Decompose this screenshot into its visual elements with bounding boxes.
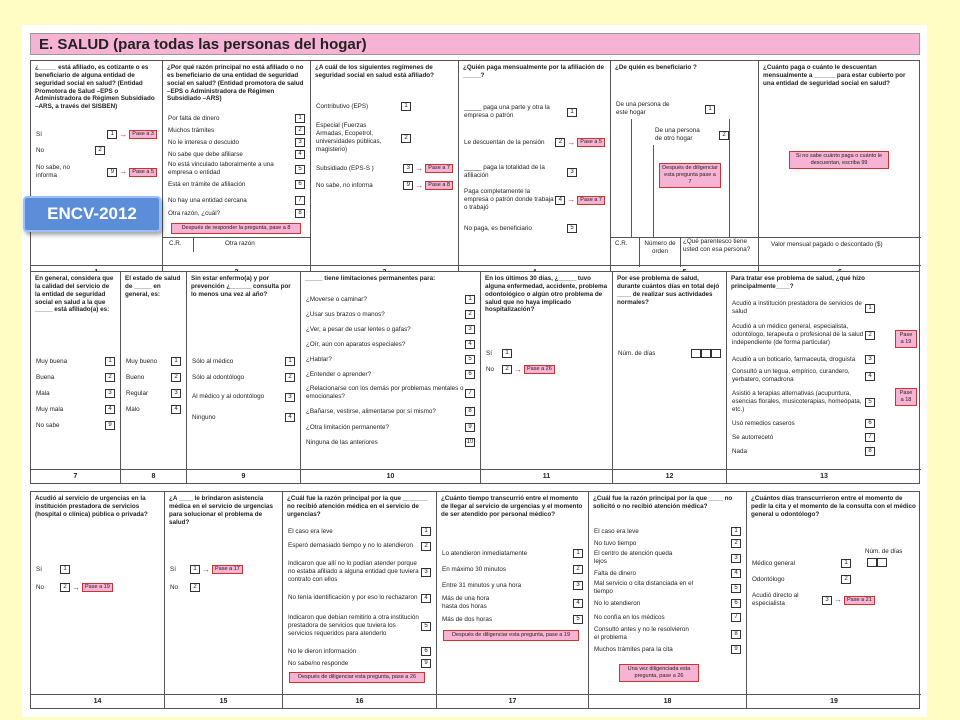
question-10: _____ tiene limitaciones permanentes para: ¿Moverse o caminar? 1 ¿Usar sus brazos o manos? 2 ¿Ver, a pesar de usar lentes o gafas? 3 ¿Oír, aún con aparatos especiales? 4 ¿Hablar? 5 ¿Entender o aprender? 6 ¿Relacionarse con los demás por problemas mentales o emocionales? 7 ¿Bañarse, vestirse, alimentarse por sí mismo? 8 ¿Otra limitación permanente? 9 Ninguna de las anteriores 10 10: [301, 272, 481, 483]
checkbox[interactable]: 1: [295, 114, 305, 123]
checkbox[interactable]: 1: [465, 295, 475, 304]
checkbox[interactable]: 1: [107, 130, 117, 139]
checkbox[interactable]: 1: [705, 105, 715, 114]
checkbox[interactable]: 4: [573, 599, 583, 608]
checkbox[interactable]: 9: [107, 168, 117, 177]
question-3: ¿A cuál de los siguientes regímenes de seguridad social en salud está afiliado? Contributivo (EPS) 1 Especial (Fuerzas Armadas, Ecopetrol, universidades públicas, magisterio) 2 Subsidiado (EPS-S ) 3 → Pase a 7 No sabe, no informa 9 → Pase a 8: [311, 61, 459, 279]
arrow-icon: →: [415, 180, 424, 190]
question-12: Por ese problema de salud, durante cuántos días en total dejó ____ de realizar sus actividades normales? Núm. de días 12: [613, 272, 727, 483]
checkbox[interactable]: 4: [105, 405, 115, 414]
checkbox[interactable]: 4: [421, 594, 431, 603]
question-15: ¿A ____ le brindaron asistencia médica en el servicio de urgencias para solucionar el problema de salud? Sí 1 → Pase a 17 No 2 15: [165, 492, 283, 708]
checkbox[interactable]: 2: [190, 583, 200, 592]
checkbox[interactable]: 2: [865, 331, 875, 340]
checkbox[interactable]: 1: [573, 549, 583, 558]
question-6: ¿Cuánto paga o cuánto le descuentan mensualmente a ______ para estar cubierto por una entidad de seguridad social en salud? Si no sabe cuánto paga o cuánto le descuentan, escriba 99 Valor mensual pagado o descontado ($): [759, 61, 921, 279]
checkbox[interactable]: 2: [401, 134, 411, 143]
checkbox[interactable]: 7: [865, 433, 875, 442]
column-number: 18: [589, 694, 746, 708]
checkbox[interactable]: 6: [465, 370, 475, 379]
checkbox[interactable]: 7: [731, 613, 741, 622]
column-number: 13: [727, 469, 921, 483]
arrow-icon: →: [119, 129, 128, 139]
checkbox[interactable]: 2: [555, 138, 565, 147]
checkbox[interactable]: 1: [171, 357, 181, 366]
skip-note: Pase a 19: [895, 330, 917, 348]
checkbox[interactable]: 2: [465, 310, 475, 319]
column-number: 12: [613, 469, 726, 483]
other-reason-label: Otra razón: [225, 240, 255, 247]
checkbox[interactable]: 3: [295, 138, 305, 147]
question-16: ¿Cuál fue la razón principal por la que _______ no recibió atención médica en el servicio de urgencias? El caso era leve 1 Esperó demasiado tiempo y no lo atendieron 2 Indicaron que allí no lo podían atender porque no estaba afiliado a alguna entidad que tuviera contrato con ellos 3 No tenía identificación y por eso lo rechazaron 4 Indicaron que debían remitirlo a otra institución prestadora de servicios que tuviera los servicios requeridos para atenderlo 5 No le dieron información 6 No sabe/no responde 9 Después de diligenciar esta pregunta, pase a 26 16: [283, 492, 437, 708]
skip-note: Pase a 5: [129, 168, 157, 177]
column-number: 17: [437, 694, 588, 708]
days-digit-box[interactable]: [877, 558, 887, 567]
question-5: ¿De quién es beneficiario ? De una persona de este hogar 1 De una persona de otro hogar 2 Después de diligenciar esta pregunta pase a 7 C.R. Número de orden ¿Qué parentesco tiene usted con esa persona?: [611, 61, 759, 279]
question-8: El estado de salud de _____ en general, es: Muy bueno 1 Bueno 2 Regular 3 Malo 4 8: [121, 272, 187, 483]
arrow-icon: →: [834, 595, 842, 604]
checkbox[interactable]: 2: [502, 365, 512, 374]
checkbox[interactable]: 2: [719, 131, 729, 140]
checkbox[interactable]: 3: [865, 355, 875, 364]
arrow-icon: →: [567, 137, 576, 147]
skip-note: Después de diligenciar esta pregunta, pase a 19: [443, 630, 579, 641]
cr-label: C.R.: [615, 240, 628, 247]
checkbox[interactable]: 1: [285, 357, 295, 366]
column-number: 8: [121, 469, 186, 483]
checkbox[interactable]: 1: [401, 102, 411, 111]
checkbox[interactable]: 3: [105, 389, 115, 398]
section-header: E. SALUD (para todas las personas del hogar): [30, 33, 920, 55]
arrow-icon: →: [202, 564, 210, 574]
question-1: ¿_____ está afiliado, es cotizante o es beneficiario de alguna entidad de seguridad social en salud? (Entidad Promotora de Salud –EPS o Administradora de Régimen Subsidiado –ARS, a través del SISBEN) Sí 1 → Pase a 3 No 2 No sabe, no informa 9 → Pase a 5: [31, 61, 163, 279]
arrow-icon: →: [119, 167, 128, 176]
checkbox[interactable]: 1: [865, 304, 875, 313]
column-number: 7: [31, 469, 120, 483]
days-label: Núm. de días: [865, 548, 903, 555]
question-17: ¿Cuánto tiempo transcurrió entre el momento de llegar al servicio de urgencias y el momento de ser atendido por personal médico? Lo atendieron inmediatamente 1 En máximo 30 minutos 2 Entre 31 minutos y una hora 3 Más de una hora hasta dos horas 4 Más de dos horas 5 Después de diligenciar esta pregunta, pase a 19 17: [437, 492, 589, 708]
checkbox[interactable]: 5: [731, 584, 741, 593]
checkbox[interactable]: 4: [865, 372, 875, 381]
column-number: 19: [747, 694, 921, 708]
checkbox[interactable]: 6: [421, 647, 431, 656]
checkbox[interactable]: 1: [60, 565, 70, 574]
checkbox[interactable]: 5: [295, 165, 305, 174]
column-number: 9: [187, 469, 300, 483]
question-14: Acudió al servicio de urgencias en la institución prestadora de servicios (hospital o clínica) pública o privada? Sí 1 No 2 → Pase a 19 14: [31, 492, 165, 708]
skip-note: Después de diligenciar esta pregunta, pase a 26: [289, 672, 425, 683]
column-number: 10: [301, 469, 480, 483]
skip-note: Pase a 26: [524, 365, 555, 374]
checkbox[interactable]: 2: [285, 373, 295, 382]
checkbox[interactable]: 1: [105, 357, 115, 366]
checkbox[interactable]: 2: [421, 542, 431, 551]
checkbox[interactable]: 2: [295, 126, 305, 135]
question-18: ¿Cuál fue la razón principal por la que ____ no solicitó o no recibió atención médica? El caso era leve 1 No tuvo tiempo 2 El centro de atención queda lejos 3 Falta de dinero 4 Mal servicio o cita distanciada en el tiempo 5 No lo atendieron 6 No confía en los médicos 7 Consultó antes y no le resolvieron el problema 8 Muchos trámites para la cita 9 Una vez diligenciada esta pregunta, pase a 26 18: [589, 492, 747, 708]
column-number: 15: [165, 694, 282, 708]
checkbox[interactable]: 2: [95, 146, 105, 155]
checkbox[interactable]: 2: [60, 583, 70, 592]
checkbox[interactable]: 4: [731, 569, 741, 578]
checkbox[interactable]: 7: [465, 389, 475, 398]
checkbox[interactable]: 8: [865, 447, 875, 456]
skip-note: Pase a 7: [425, 164, 453, 173]
checkbox[interactable]: 3: [171, 389, 181, 398]
skip-note: Pase a 5: [577, 138, 605, 147]
checkbox[interactable]: 2: [171, 373, 181, 382]
checkbox[interactable]: 5: [567, 224, 577, 233]
arrow-icon: →: [415, 163, 424, 173]
checkbox[interactable]: 1: [421, 527, 431, 536]
checkbox[interactable]: 9: [731, 645, 741, 654]
checkbox[interactable]: 1: [190, 565, 200, 574]
checkbox[interactable]: 9: [465, 423, 475, 432]
checkbox[interactable]: 2: [105, 373, 115, 382]
checkbox[interactable]: 3: [567, 168, 577, 177]
skip-note: Pase a 18: [895, 388, 917, 406]
panel-health-status: [30, 271, 920, 484]
days-digits: [867, 558, 887, 567]
checkbox[interactable]: 3: [465, 325, 475, 334]
days-digit-box[interactable]: [701, 349, 711, 358]
checkbox[interactable]: 3: [421, 568, 431, 577]
checkbox[interactable]: 4: [285, 413, 295, 422]
checkbox[interactable]: 2: [731, 539, 741, 548]
question-4: ¿Quién paga mensualmente por la afiliación de _____? _____ paga una parte y otra la empresa o patrón 1 Le descuentan de la pensión 2 → Pase a 5 _____ paga la totalidad de la afiliación 3 Paga completamente la empresa o patrón donde trabaja o trabajó 4 → Pase a 7 No paga, es beneficiario 5: [459, 61, 611, 279]
relationship-label: ¿Qué parentesco tiene usted con esa persona?: [683, 238, 751, 253]
checkbox[interactable]: 9: [105, 421, 115, 430]
checkbox[interactable]: 3: [822, 596, 832, 605]
checkbox[interactable]: 5: [465, 355, 475, 364]
checkbox[interactable]: 3: [731, 554, 741, 563]
checkbox[interactable]: 3: [285, 393, 295, 402]
skip-note: Después de diligenciar esta pregunta pase a 7: [659, 163, 721, 188]
column-number: 14: [31, 694, 164, 708]
survey-badge: ENCV-2012: [23, 196, 161, 232]
order-number-label: Número de orden: [639, 237, 681, 267]
skip-note: Si no sabe cuánto paga o cuánto le descuentan, escriba 99: [789, 151, 889, 169]
checkbox[interactable]: 8: [295, 209, 305, 218]
checkbox[interactable]: 4: [295, 150, 305, 159]
checkbox[interactable]: 6: [295, 180, 305, 189]
checkbox[interactable]: 4: [555, 196, 565, 205]
checkbox[interactable]: 9: [421, 659, 431, 668]
panel-affiliation: [30, 60, 920, 280]
checkbox[interactable]: 1: [502, 349, 512, 358]
checkbox[interactable]: 1: [731, 527, 741, 536]
skip-note: Después de responder la pregunta, pase a 8: [171, 223, 301, 234]
checkbox[interactable]: 4: [465, 340, 475, 349]
question-11: En los últimos 30 días, ¿_____ tuvo alguna enfermedad, accidente, problema odontológico o algún otro problema de salud que no haya implicado hospitalización? Sí 1 No 2 → Pase a 26 11: [481, 272, 613, 483]
skip-note: Pase a 17: [212, 565, 243, 574]
arrow-icon: →: [514, 364, 522, 374]
checkbox[interactable]: 2: [841, 575, 851, 584]
days-digit-box[interactable]: [691, 349, 701, 358]
skip-note: Pase a 7: [577, 196, 605, 205]
skip-note: Pase a 19: [82, 583, 113, 592]
checkbox[interactable]: 10: [466, 439, 474, 445]
question-19: ¿Cuántos días transcurrieron entre el momento de pedir la cita y el momento de la consulta con el médico general u odontólogo? Núm. de días Médico general 1 Odontólogo 2 Acudió directo al especialista 3 → Pase a 21 19: [747, 492, 921, 708]
checkbox[interactable]: 5: [573, 615, 583, 624]
checkbox[interactable]: 5: [421, 622, 431, 631]
skip-note: Una vez diligenciada esta pregunta, pase a 26: [619, 664, 699, 682]
column-number: 11: [481, 469, 612, 483]
checkbox[interactable]: 3: [403, 164, 413, 173]
checkbox[interactable]: 8: [465, 407, 475, 416]
skip-note: Pase a 21: [844, 596, 875, 605]
arrow-icon: →: [72, 582, 80, 592]
checkbox[interactable]: 6: [731, 599, 741, 608]
checkbox[interactable]: 9: [403, 181, 413, 190]
question-9: Sin estar enfermo(a) y por prevención ¿______ consulta por lo menos una vez al año? Sólo al médico 1 Sólo al odontólogo 2 Al médico y al odontólogo 3 Ninguno 4 9: [187, 272, 301, 483]
arrow-icon: →: [567, 195, 576, 204]
days-digit-box[interactable]: [711, 349, 721, 358]
checkbox[interactable]: 3: [573, 581, 583, 590]
days-digit-box[interactable]: [867, 558, 877, 567]
checkbox[interactable]: 7: [295, 196, 305, 205]
question-7: En general, considera que la calidad del servicio de la entidad de seguridad social en salud a la que _____ está afiliado(a) es: Muy buena 1 Buena 2 Mala 3 Muy mala 4 No sabe 9 7: [31, 272, 121, 483]
question-2: ¿Por qué razón principal no está afiliado o no es beneficiario de una entidad de seguridad social en salud? (Entidad promotora de salud –EPS o Administradora de Régimen Subsidiado –ARS) Por falta de dinero 1 Muchos trámites 2 No le interesa o descuido 3 No sabe que debe afiliarse 4 No está vinculado laboralmente a una empresa o entidad 5 Está en trámite de afiliación 6 No hay una entidad cercana 7 Otra razón, ¿cuál? 8 Después de responder la pregunta, pase a 8 C.R. Otra razón: [163, 61, 311, 279]
checkbox[interactable]: 1: [841, 559, 851, 568]
cr-label: C.R.: [169, 240, 182, 247]
checkbox[interactable]: 1: [567, 108, 577, 117]
skip-note: Pase a 3: [129, 130, 157, 139]
checkbox[interactable]: 8: [731, 630, 741, 639]
column-number: 16: [283, 694, 436, 708]
checkbox[interactable]: 2: [573, 565, 583, 574]
panel-services: [30, 491, 920, 709]
survey-page: [22, 25, 927, 717]
question-13: Para tratar ese problema de salud, ¿qué hizo principalmente____? Acudió a institución prestadora de servicios de salud 1 Acudió a un médico general, especialista, odontólogo, terapeuta o profesional de la salud independiente (de forma particular) 2 Acudió a un boticario, farmaceuta, droguista 3 Consultó a un tegua, empírico, curandero, yerbatero, comadrona 4 Asistió a terapias alternativas (acupuntura, esencias florales, musicoterapias, homeópata, etc.) 5 Usó remedios caseros 6 Se autorrecetó 7 Nada 8 Pase a 19 Pase a 18 13: [727, 272, 921, 483]
checkbox[interactable]: 4: [171, 405, 181, 414]
skip-note: Pase a 8: [425, 181, 453, 190]
checkbox[interactable]: 5: [865, 398, 875, 407]
checkbox[interactable]: 6: [865, 419, 875, 428]
monthly-value-label: Valor mensual pagado o descontado ($): [771, 241, 883, 248]
